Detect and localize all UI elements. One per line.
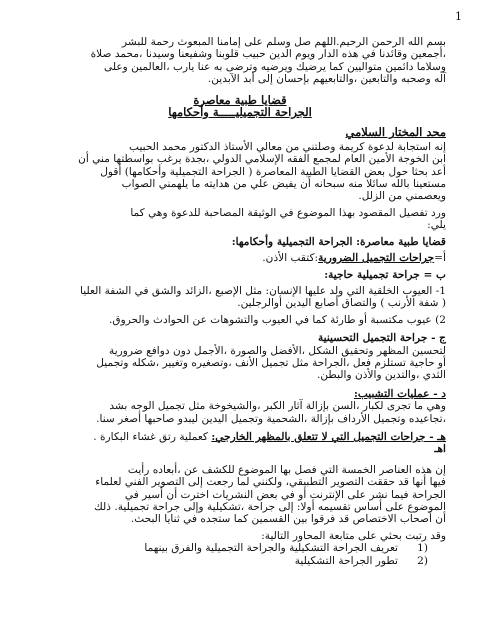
item-a-rest: :كتقب الأذن. (262, 252, 319, 265)
document-body (34, 36, 446, 567)
item-c-heading: ج - جراحة التجميل التحسينية (317, 332, 446, 345)
list-item-number: (2 (417, 554, 428, 567)
page-number: 1 (455, 10, 462, 23)
title-block (34, 94, 446, 119)
text-line: أعد بحثا حول بعض القضايا الطبية المعاصرة ( الجراحة التجميلية وأحكامها) أقول (100, 165, 446, 178)
text-line: وهي ما تجرى لكبار ،السن بإزالة آثار الكبر ،والشيخوخة مثل تجميل الوجه بشد (109, 400, 446, 413)
paragraph-details (34, 207, 446, 232)
paragraph-conclusion (34, 464, 446, 526)
item-b-point-2 (34, 314, 446, 326)
point-text: العيوب الخلقية التي ولد عليها الإنسان: مثل الإصبع ،الزائد والشق في الشفة العليا (80, 284, 433, 297)
text-line: إن هذه العناصر الخمسة التي فصل بها الموضوع للكشف عن ،أبعاده رأيت (127, 463, 446, 476)
text-line: ابن الخوجة الأمين العام لمجمع الفقه الإسلامي الدولي ،بجدة يرغب بواسطتها مني أن (78, 153, 446, 166)
text-line: مستعينا بالله سائلا منه سبحانه أن يفيض علي من هدايته ما يلهمني الصواب (121, 178, 446, 191)
item-e (34, 431, 446, 443)
item-b-heading: ب = جراحة تجميلية حاجية: (324, 268, 446, 281)
item-b-point-1 (34, 285, 446, 310)
list-item-number: (1 (417, 542, 428, 555)
point-number: 2) (435, 313, 446, 326)
text-line: وسلاما دائمين متواليين كما يرضيك ويرضيه وترضى به عنا يارب ،العالمين وعلى (103, 60, 446, 73)
text-line: الثدي ،والتدين والأذن والبطن. (316, 369, 446, 382)
author-name: محد المختار السلامي (345, 125, 446, 140)
item-a-heading: جراحات التجميل الضرورية (318, 252, 435, 265)
text-line: لتحسين المظهر وتحقيق الشكل ،الأفضل والصورة ،الأجمل دون دوافع ضرورية (109, 344, 446, 357)
list-item-text: تعريف الجراحة التشكيلية والجراحة التجميلية والفرق بينهما (144, 542, 398, 555)
item-c-body (34, 345, 446, 382)
text-line: ورد تفصيل المقصود بهذا الموضوع في الوثيقة المصاحبة للدعوة وهي كما (130, 206, 446, 219)
text-line (34, 314, 446, 326)
point-text: عيوب مكتسبة أو طارئة كما في العيوب والتشوهات عن الحوادث والحروق. (109, 313, 432, 326)
text-line: أن أصحاب الاختصاص قد فرقوا بين القسمين كما ستجده في ثنايا البحث. (130, 513, 446, 526)
list-item-text: تطور الجراحة التشكيلية (294, 554, 398, 567)
list-item (34, 542, 446, 554)
item-d-body (34, 400, 446, 425)
sub-title: الجراحة التجميليـــــة وأحكامها (168, 105, 312, 120)
text-line: ،أجمعين وقائدنا في هذه الدار ويوم الدين حبيب قلوبنا وشفيعنا وسيدنا ،محمد صلاة (90, 48, 446, 61)
outline-list (34, 542, 446, 567)
text-line: يلي: (427, 219, 446, 232)
text-line: الموضوع على أساس تقسيمه أولا: إلى جراحة ،تشكيلية وإلى جراحة تجميلية. ذلك (94, 501, 446, 513)
text-line (34, 285, 446, 297)
text-line: إنه استجابة لدعوة كريمة وصلتني من معالي الأستاذ الدكتور محمد الحبيب (129, 140, 446, 153)
section-heading: قضايا طبية معاصرة: الجراحة التجميلية وأحكامها: (231, 235, 446, 248)
main-title: قضايا طبية معاصرة (193, 92, 287, 107)
paragraph-invitation (34, 141, 446, 203)
text-line: الجراحة فيما نشر على الإنترنت أو في بعض النشريات اخترت أن أسير في (124, 488, 446, 501)
text-line: ( شفة الأرنب ) والتصاق أصابع اليدين أوالرجلين. (237, 297, 446, 310)
item-a-prefix: أ= (434, 252, 446, 265)
text-line: أو حاجية تستلزم فعل ،الجراحة مثل تجميل الأنف ،وتصغيره وتغيير ،شكله وتجميل (96, 356, 446, 369)
list-item (34, 555, 446, 567)
text-line: آله وصحبه والتابعين ،والتابعيهم بإحسان إلى أبد الآبدين. (207, 73, 446, 86)
text-line: فيها أنها قد حققت التصوير التطبيقي، ولكنني لما رجعت إلى التصوير الفني لعلماء (95, 476, 446, 489)
opening-invocation (34, 36, 446, 86)
item-e-heading: هـ - جراحات التجميل التي لا تتعلق بالمظهر الخارجي: (211, 430, 446, 443)
text-line: ويعصمني من الزلل. (358, 190, 446, 203)
text-line: بسم الله الرحمن الرحيم.اللهم صل وسلم على إمامنا المبعوث رحمة للبشر (122, 36, 446, 48)
item-d-heading: د - عمليات التشبيب: (353, 387, 446, 400)
text-line: ،تجاعيده وتجميل الأرداف بإزالة ،الشحمية وتجميل اليدين ليبدو صاحبها أصغر سنا. (96, 412, 446, 425)
item-e-label: اهـ (434, 443, 446, 456)
item-a (34, 252, 446, 264)
outline-intro: وقد رتبت بحثي على متابعة المحاور التالية: (261, 529, 446, 542)
point-number: 1- (435, 284, 446, 297)
item-e-rest: كعملية رتق غشاء البكارة . (93, 430, 212, 443)
